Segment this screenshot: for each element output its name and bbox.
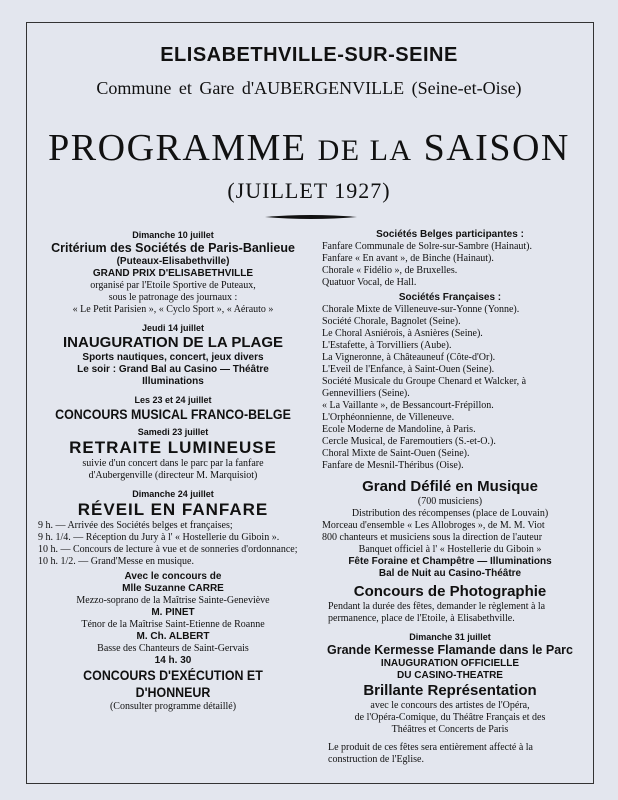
period-line: (JUILLET 1927) xyxy=(227,178,391,203)
event-text: Fête Foraine et Champêtre — Illuminations xyxy=(348,556,552,567)
list-item: Fanfare Communale de Solre-sur-Sambre (Hainaut). xyxy=(322,241,533,252)
list-item: Ecole Moderne de Mandoline, à Paris. xyxy=(322,424,476,435)
section-heading: Sociétés Françaises : xyxy=(398,292,502,303)
performer-role: Mezzo-soprano de la Maîtrise Sainte-Geneviève xyxy=(76,595,270,606)
schedule-line: 9 h. — Arrivée des Sociétés belges et françaises; xyxy=(38,520,233,531)
event-note: (Consulter programme détaillé) xyxy=(109,701,237,712)
performer-name: M. Ch. ALBERT xyxy=(136,631,210,642)
section-heading: Sociétés Belges participantes : xyxy=(376,229,524,240)
event-prize: GRAND PRIX D'ELISABETHVILLE xyxy=(92,268,254,279)
event-text: DU CASINO-THEATRE xyxy=(397,670,503,681)
list-item: Fanfare de Mesnil-Théribus (Oise). xyxy=(322,460,464,471)
event-date: Les 23 et 24 juillet xyxy=(134,395,212,405)
event-text: Morceau d'ensemble « Les Allobroges », de M. M. Viot xyxy=(322,520,545,531)
list-item: Société Musicale du Groupe Chenard et Walcker, à Gennevilliers (Seine). xyxy=(322,376,527,399)
schedule-line: 10 h. 1/2. — Grand'Messe en musique. xyxy=(38,556,194,567)
event-text: Théâtres et Concerts de Paris xyxy=(391,724,509,735)
list-item: « La Vaillante », de Bessancourt-Frépillon. xyxy=(322,400,494,411)
event-time: 14 h. 30 xyxy=(154,655,192,666)
town-title: ELISABETHVILLE-SUR-SEINE xyxy=(160,44,458,66)
programme-title xyxy=(26,126,592,173)
event-title: Brillante Représentation xyxy=(363,682,537,699)
event-text: de l'Opéra-Comique, du Théâtre Français et des xyxy=(354,712,546,723)
event-text: Bal de Nuit au Casino-Théâtre xyxy=(378,568,522,579)
event-date: Dimanche 24 juillet xyxy=(132,489,214,499)
left-column xyxy=(38,229,308,713)
event-text: INAUGURATION OFFICIELLE xyxy=(380,658,520,669)
event-title: INAUGURATION DE LA PLAGE xyxy=(63,334,283,351)
event-title: CONCOURS MUSICAL FRANCO-BELGE xyxy=(55,407,291,422)
event-text: suivie d'un concert dans le parc par la fanfare xyxy=(82,458,264,469)
event-title: Concours de Photographie xyxy=(353,583,547,600)
event-text: 800 chanteurs et musiciens sous la direction de l'auteur xyxy=(322,532,543,543)
event-date: Dimanche 31 juillet xyxy=(409,632,491,642)
event-text: Le soir : Grand Bal au Casino — Théâtre xyxy=(77,364,269,375)
list-item: Quatuor Vocal, de Hall. xyxy=(322,277,417,288)
list-item: Fanfare « En avant », de Binche (Hainaut). xyxy=(322,253,494,264)
event-text: Banquet officiel à l' « Hostellerie du Giboin » xyxy=(358,544,542,555)
belges-list xyxy=(322,241,578,289)
commune-line: Commune et Gare d'AUBERGENVILLE (Seine-et-Oise) xyxy=(96,78,522,98)
event-text: Distribution des récompenses (place de Louvain) xyxy=(351,508,549,519)
list-item: Cercle Musical, de Faremoutiers (S.-et-O.). xyxy=(322,436,496,447)
list-item: Chorale « Fidélio », de Bruxelles. xyxy=(322,265,458,276)
list-item: Société Chorale, Bagnolet (Seine). xyxy=(322,316,461,327)
list-item: La Vigneronne, à Châteauneuf (Côte-d'Or). xyxy=(322,352,496,363)
event-title: Grande Kermesse Flamande dans le Parc xyxy=(327,643,573,657)
francaises-list xyxy=(322,304,578,472)
list-item: L'Orphéonnienne, de Villeneuve. xyxy=(322,412,455,423)
event-text: Sports nautiques, concert, jeux divers xyxy=(82,352,264,363)
list-item: Le Choral Asniérois, à Asnières (Seine). xyxy=(322,328,483,339)
event-title: CONCOURS D'EXÉCUTION ET D'HONNEUR xyxy=(83,668,263,700)
de-la-word: DE LA xyxy=(317,134,413,167)
right-column xyxy=(322,229,578,766)
event-subtitle: (700 musiciens) xyxy=(417,496,483,507)
event-title: RETRAITE LUMINEUSE xyxy=(69,438,277,457)
avec-label: Avec le concours de xyxy=(124,571,222,582)
performer-role: Basse des Chanteurs de Saint-Gervais xyxy=(97,643,249,654)
event-title: Critérium des Sociétés de Paris-Banlieue xyxy=(51,241,295,255)
performer-name: M. PINET xyxy=(151,607,195,618)
ornament-divider xyxy=(265,214,357,220)
event-text: Illuminations xyxy=(142,376,204,387)
list-item: Chorale Mixte de Villeneuve-sur-Yonne (Yonne). xyxy=(322,304,520,315)
schedule-line: 10 h. — Concours de lecture à vue et de sonneries d'ordonnance; xyxy=(38,544,298,555)
event-date: Dimanche 10 juillet xyxy=(132,230,214,240)
event-date: Samedi 23 juillet xyxy=(137,427,209,437)
list-item: L'Estafette, à Torvilliers (Aube). xyxy=(322,340,452,351)
list-item: L'Eveil de l'Enfance, à Saint-Ouen (Seine). xyxy=(322,364,495,375)
performer-role: Ténor de la Maîtrise Saint-Etienne de Roanne xyxy=(81,619,265,630)
event-date: Jeudi 14 juillet xyxy=(141,323,205,333)
schedule-line: 9 h. 1/4. — Réception du Jury à l' « Hostellerie du Giboin ». xyxy=(38,532,280,543)
event-text: d'Aubergenville (directeur M. Marquisiot) xyxy=(88,470,258,481)
event-subtitle: (Puteaux-Elisabethville) xyxy=(116,256,230,267)
list-item: Choral Mixte de Saint-Ouen (Seine). xyxy=(322,448,470,459)
event-text: organisé par l'Etoile Sportive de Puteaux, xyxy=(90,280,256,291)
event-title: Grand Défilé en Musique xyxy=(362,478,538,495)
performer-name: Mlle Suzanne CARRE xyxy=(122,583,224,594)
event-text: « Le Petit Parisien », « Cyclo Sport », « Aérauto » xyxy=(72,304,274,315)
event-text: Pendant la durée des fêtes, demander le règlement à la permanence, place de l'Etoile, à Elisabethville. xyxy=(328,601,546,624)
programme-word: PROGRAMME xyxy=(48,127,307,169)
saison-word: SAISON xyxy=(423,127,570,169)
event-text: sous le patronage des journaux : xyxy=(108,292,238,303)
event-text: avec le concours des artistes de l'Opéra, xyxy=(370,700,530,711)
closing-note: Le produit de ces fêtes sera entièrement affecté à la construction de l'Eglise. xyxy=(328,742,533,765)
event-title: RÉVEIL EN FANFARE xyxy=(77,500,269,519)
